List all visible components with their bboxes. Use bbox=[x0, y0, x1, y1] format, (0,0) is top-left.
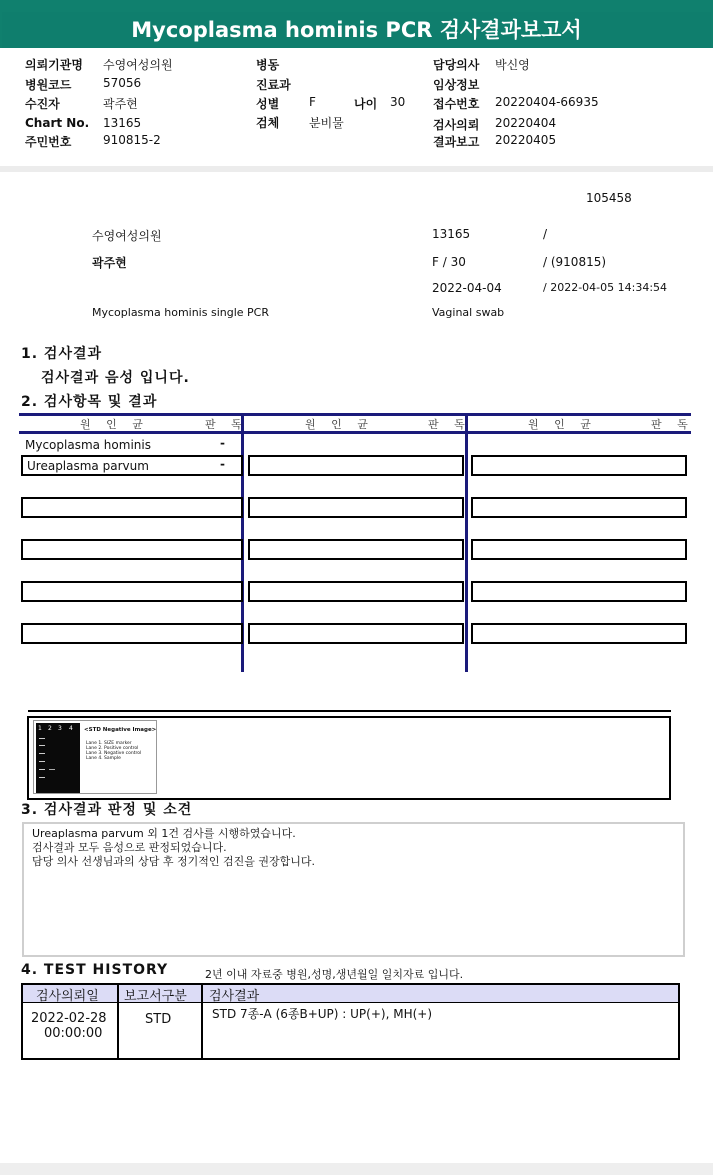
footer-strip bbox=[0, 1163, 713, 1175]
opinion-box bbox=[22, 822, 685, 957]
result-cell-empty bbox=[248, 623, 464, 644]
doc-number: 105458 bbox=[586, 191, 632, 205]
specimen-label: 검체 bbox=[256, 116, 280, 130]
result-cell-empty bbox=[21, 623, 243, 644]
detail-test-name: Mycoplasma hominis single PCR bbox=[92, 306, 269, 319]
col3-result-header: 판 독 bbox=[651, 418, 694, 431]
report-date-label: 결과보고 bbox=[433, 135, 480, 149]
opinion-line: 검사결과 모두 음성으로 판정되었습니다. bbox=[32, 841, 227, 854]
doctor-label: 담당의사 bbox=[433, 58, 480, 72]
history-header-type: 보고서구분 bbox=[124, 989, 187, 1004]
divider-strip bbox=[0, 166, 713, 172]
resident-label: 주민번호 bbox=[25, 135, 72, 149]
report-date-value: 20220405 bbox=[495, 133, 557, 147]
gel-image-thumbnail bbox=[33, 720, 157, 794]
age-label: 나이 bbox=[354, 97, 378, 111]
history-result: STD 7종-A (6종B+UP) : UP(+), MH(+) bbox=[212, 1007, 433, 1021]
lane-legend: Lane 1. SIZE marker bbox=[86, 741, 132, 746]
col1-pathogen-header: 원 인 균 bbox=[80, 418, 149, 431]
institution-label: 의뢰기관명 bbox=[25, 58, 83, 72]
section3-title: 3. 검사결과 판정 및 소견 bbox=[21, 802, 193, 818]
ward-label: 병동 bbox=[256, 58, 280, 72]
doctor-value: 박신영 bbox=[495, 58, 530, 72]
lane-number: 1 bbox=[38, 725, 42, 732]
history-header-date: 검사의뢰일 bbox=[36, 989, 99, 1004]
history-header-divider bbox=[21, 1002, 680, 1003]
detail-slash: / bbox=[543, 227, 548, 241]
history-col-divider bbox=[117, 983, 119, 1060]
section1-title: 1. 검사결과 bbox=[21, 346, 103, 362]
gel-image bbox=[36, 723, 80, 793]
chart-value: 13165 bbox=[103, 116, 142, 130]
receipt-value: 20220404-66935 bbox=[495, 95, 599, 109]
detail-patient: 곽주현 bbox=[92, 256, 127, 270]
opinion-line: 담당 의사 선생님과의 상담 후 정기적인 검진을 권장합니다. bbox=[32, 855, 315, 868]
result-cell-empty bbox=[248, 455, 464, 476]
column-divider-2 bbox=[465, 413, 468, 672]
specimen-value: 분비물 bbox=[309, 116, 344, 130]
lane-legend: Lane 3. Negative control bbox=[86, 751, 142, 756]
result-cell-empty bbox=[21, 539, 243, 560]
lane-legend: Lane 2. Positive control bbox=[86, 746, 139, 751]
hospital-code-value: 57056 bbox=[103, 76, 142, 90]
detail-report-datetime: / 2022-04-05 14:34:54 bbox=[543, 281, 668, 294]
detail-specimen: Vaginal swab bbox=[432, 306, 505, 319]
result-cell-empty bbox=[471, 497, 687, 518]
detail-request-date: 2022-04-04 bbox=[432, 281, 502, 295]
result-cell bbox=[21, 455, 243, 476]
gel-image-title: <STD Negative Image> bbox=[84, 727, 157, 733]
section1-summary: 검사결과 음성 입니다. bbox=[41, 370, 190, 386]
dept-label: 진료과 bbox=[256, 78, 291, 92]
sex-value: F bbox=[309, 95, 316, 109]
history-col-divider bbox=[201, 983, 203, 1060]
patient-label: 수진자 bbox=[25, 97, 60, 111]
opinion-line: Ureaplasma parvum 외 1건 검사를 시행하였습니다. bbox=[32, 827, 296, 840]
result-cell-empty bbox=[248, 581, 464, 602]
result-cell-empty bbox=[21, 581, 243, 602]
col2-pathogen-header: 원 인 균 bbox=[305, 418, 374, 431]
sex-label: 성별 bbox=[256, 97, 280, 111]
result-cell-empty bbox=[471, 455, 687, 476]
lane-legend: Lane 4. Sample bbox=[86, 756, 121, 761]
pathogen-result: - bbox=[220, 436, 225, 450]
result-cell-empty bbox=[471, 581, 687, 602]
detail-chart-no: 13165 bbox=[432, 227, 471, 241]
col2-result-header: 판 독 bbox=[428, 418, 471, 431]
lane-number: 2 bbox=[48, 725, 52, 732]
result-cell-empty bbox=[248, 497, 464, 518]
request-label: 검사의뢰 bbox=[433, 118, 480, 132]
patient-value: 곽주현 bbox=[103, 97, 138, 111]
age-value: 30 bbox=[390, 95, 406, 109]
pathogen-result: - bbox=[220, 457, 225, 471]
history-type: STD bbox=[145, 1012, 172, 1027]
institution-value: 수영여성의원 bbox=[103, 58, 173, 72]
report-title: Mycoplasma hominis PCR 검사결과보고서 bbox=[2, 12, 711, 48]
clinical-label: 임상정보 bbox=[433, 78, 480, 92]
result-cell-empty bbox=[21, 497, 243, 518]
section2-title: 2. 검사항목 및 결과 bbox=[21, 394, 158, 410]
section4-title: 4. TEST HISTORY bbox=[21, 962, 169, 978]
detail-institution: 수영여성의원 bbox=[92, 229, 162, 243]
resident-value: 910815-2 bbox=[103, 133, 161, 147]
result-cell-empty bbox=[471, 539, 687, 560]
lane-number: 4 bbox=[69, 725, 73, 732]
result-cell-empty bbox=[248, 539, 464, 560]
hospital-code-label: 병원코드 bbox=[25, 78, 72, 92]
pathogen-name: Ureaplasma parvum bbox=[27, 459, 149, 473]
receipt-label: 접수번호 bbox=[433, 97, 480, 111]
lane-number: 3 bbox=[58, 725, 62, 732]
pathogen-name: Mycoplasma hominis bbox=[25, 438, 151, 452]
chart-label: Chart No. bbox=[25, 116, 90, 130]
result-cell-empty bbox=[471, 623, 687, 644]
request-value: 20220404 bbox=[495, 116, 557, 130]
history-time: 00:00:00 bbox=[44, 1026, 103, 1041]
col1-result-header: 판 독 bbox=[205, 418, 248, 431]
image-panel-rule bbox=[28, 710, 671, 712]
col3-pathogen-header: 원 인 균 bbox=[528, 418, 597, 431]
detail-sex-age: F / 30 bbox=[432, 255, 466, 269]
history-note: 2년 이내 자료중 병원,성명,생년월일 일치자료 입니다. bbox=[205, 968, 464, 981]
history-date: 2022-02-28 bbox=[31, 1011, 107, 1026]
history-header-result: 검사결과 bbox=[209, 989, 260, 1004]
detail-birth: / (910815) bbox=[543, 255, 607, 269]
